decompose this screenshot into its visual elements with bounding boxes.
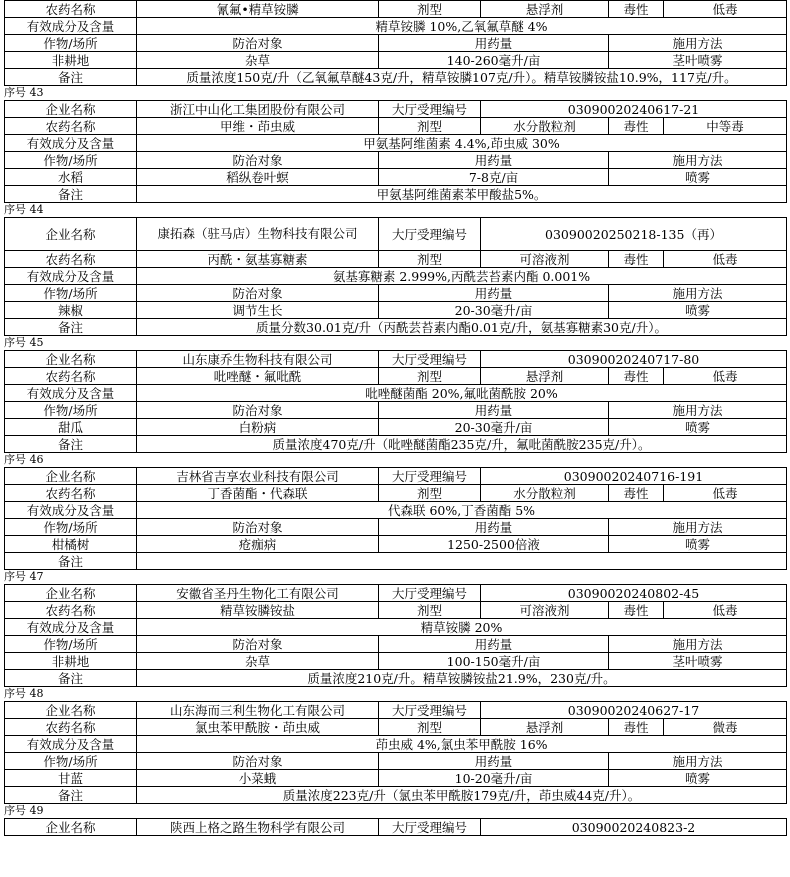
record-seq-label: 序号 48 (4, 687, 44, 700)
dosage-header: 用药量 (379, 402, 609, 419)
target-value: 稻纵卷叶螟 (137, 169, 379, 186)
method-header: 施用方法 (609, 402, 787, 419)
dosage-header: 用药量 (379, 152, 609, 169)
form-label: 剂型 (379, 719, 481, 736)
method-value: 喷雾 (609, 169, 787, 186)
pesticide-name: 氰氟•精草铵膦 (137, 1, 379, 18)
company-name: 陕西上格之路生物科学有限公司 (137, 819, 379, 836)
form-label: 剂型 (379, 118, 481, 135)
note-label: 备注 (5, 553, 137, 570)
active-ingredient-label: 有效成分及含量 (5, 736, 137, 753)
hall-no-label: 大厅受理编号 (379, 101, 481, 118)
record-seq-label: 序号 47 (4, 570, 44, 583)
record-seq-label: 序号 43 (4, 86, 44, 99)
form-label: 剂型 (379, 602, 481, 619)
form-value: 水分散粒剂 (481, 118, 609, 135)
pesticide-name: 氯虫苯甲酰胺・茚虫威 (137, 719, 379, 736)
hall-no-value: 03090020240627-17 (481, 702, 787, 719)
toxicity-value: 低毒 (664, 1, 787, 18)
form-value: 悬浮剂 (481, 719, 609, 736)
toxicity-label: 毒性 (609, 485, 664, 502)
dosage-header: 用药量 (379, 285, 609, 302)
target-value: 杂草 (137, 52, 379, 69)
hall-no-value: 03090020240823-2 (481, 819, 787, 836)
note-value: 质量浓度470克/升（吡唑醚菌酯235克/升，氟吡菌酰胺235克/升）。 (137, 436, 787, 453)
company-label: 企业名称 (5, 702, 137, 719)
company-name: 浙江中山化工集团股份有限公司 (137, 101, 379, 118)
company-name: 康拓森（驻马店）生物科技有限公司 (137, 218, 379, 251)
active-ingredient-value: 精草铵膦 10%,乙氧氟草醚 4% (137, 18, 787, 35)
pesticide-label: 农药名称 (5, 719, 137, 736)
hall-no-label: 大厅受理编号 (379, 819, 481, 836)
method-header: 施用方法 (609, 636, 787, 653)
record-table (4, 217, 787, 336)
active-ingredient-label: 有效成分及含量 (5, 135, 137, 152)
hall-no-label: 大厅受理编号 (379, 218, 481, 251)
toxicity-value: 低毒 (664, 485, 787, 502)
record-seq-label: 序号 44 (4, 203, 44, 216)
active-ingredient-label: 有效成分及含量 (5, 385, 137, 402)
active-ingredient-value: 氨基寡糖素 2.999%,丙酰芸苔素内酯 0.001% (137, 268, 787, 285)
crop-value: 辣椒 (5, 302, 137, 319)
pesticide-name: 丙酰・氨基寡糖素 (137, 251, 379, 268)
active-ingredient-label: 有效成分及含量 (5, 619, 137, 636)
target-value: 小菜蛾 (137, 770, 379, 787)
note-value: 质量浓度223克/升（氯虫苯甲酰胺179克/升，茚虫威44克/升）。 (137, 787, 787, 804)
active-ingredient-value: 甲氨基阿维菌素 4.4%,茚虫威 30% (137, 135, 787, 152)
form-value: 悬浮剂 (481, 1, 609, 18)
toxicity-value: 中等毒 (664, 118, 787, 135)
target-header: 防治对象 (137, 35, 379, 52)
method-header: 施用方法 (609, 152, 787, 169)
crop-header: 作物/场所 (5, 636, 137, 653)
record-table (4, 467, 787, 570)
dosage-value: 7-8克/亩 (379, 169, 609, 186)
record-table (4, 701, 787, 804)
target-header: 防治对象 (137, 753, 379, 770)
method-value: 喷雾 (609, 419, 787, 436)
crop-value: 非耕地 (5, 52, 137, 69)
company-label: 企业名称 (5, 468, 137, 485)
toxicity-label: 毒性 (609, 118, 664, 135)
note-label: 备注 (5, 670, 137, 687)
hall-no-value: 03090020240617-21 (481, 101, 787, 118)
note-value: 甲氨基阿维菌素苯甲酸盐5%。 (137, 186, 787, 203)
hall-no-label: 大厅受理编号 (379, 585, 481, 602)
active-ingredient-label: 有效成分及含量 (5, 18, 137, 35)
dosage-header: 用药量 (379, 35, 609, 52)
crop-value: 水稻 (5, 169, 137, 186)
target-header: 防治对象 (137, 402, 379, 419)
form-label: 剂型 (379, 485, 481, 502)
company-label: 企业名称 (5, 819, 137, 836)
note-value (137, 553, 787, 570)
crop-header: 作物/场所 (5, 519, 137, 536)
pesticide-name: 吡唑醚・氟吡酰 (137, 368, 379, 385)
crop-header: 作物/场所 (5, 285, 137, 302)
record-table (4, 350, 787, 453)
pesticide-label: 农药名称 (5, 368, 137, 385)
company-label: 企业名称 (5, 585, 137, 602)
method-value: 喷雾 (609, 536, 787, 553)
note-label: 备注 (5, 787, 137, 804)
dosage-header: 用药量 (379, 753, 609, 770)
form-label: 剂型 (379, 251, 481, 268)
record-table (4, 100, 787, 203)
target-value: 白粉病 (137, 419, 379, 436)
active-ingredient-value: 吡唑醚菌酯 20%,氟吡菌酰胺 20% (137, 385, 787, 402)
crop-value: 非耕地 (5, 653, 137, 670)
active-ingredient-value: 代森联 60%,丁香菌酯 5% (137, 502, 787, 519)
method-value: 喷雾 (609, 302, 787, 319)
toxicity-value: 低毒 (664, 368, 787, 385)
toxicity-label: 毒性 (609, 251, 664, 268)
note-label: 备注 (5, 69, 137, 86)
pesticide-label: 农药名称 (5, 1, 137, 18)
record-seq-label: 序号 46 (4, 453, 44, 466)
record-seq-label: 序号 49 (4, 804, 44, 817)
record-table (4, 584, 787, 687)
pesticide-name: 精草铵膦铵盐 (137, 602, 379, 619)
pesticide-label: 农药名称 (5, 602, 137, 619)
toxicity-value: 微毒 (664, 719, 787, 736)
company-name: 山东海而三利生物化工有限公司 (137, 702, 379, 719)
active-ingredient-value: 精草铵膦 20% (137, 619, 787, 636)
target-value: 杂草 (137, 653, 379, 670)
note-label: 备注 (5, 436, 137, 453)
toxicity-value: 低毒 (664, 602, 787, 619)
active-ingredient-label: 有效成分及含量 (5, 502, 137, 519)
record-seq-label: 序号 45 (4, 336, 44, 349)
target-header: 防治对象 (137, 636, 379, 653)
method-header: 施用方法 (609, 753, 787, 770)
active-ingredient-value: 茚虫威 4%,氯虫苯甲酰胺 16% (137, 736, 787, 753)
pesticide-label: 农药名称 (5, 118, 137, 135)
target-header: 防治对象 (137, 152, 379, 169)
method-value: 茎叶喷雾 (609, 52, 787, 69)
crop-header: 作物/场所 (5, 402, 137, 419)
dosage-header: 用药量 (379, 519, 609, 536)
crop-header: 作物/场所 (5, 35, 137, 52)
toxicity-label: 毒性 (609, 368, 664, 385)
hall-no-value: 03090020240716-191 (481, 468, 787, 485)
crop-header: 作物/场所 (5, 753, 137, 770)
dosage-header: 用药量 (379, 636, 609, 653)
target-value: 疮痂病 (137, 536, 379, 553)
method-value: 喷雾 (609, 770, 787, 787)
toxicity-label: 毒性 (609, 602, 664, 619)
dosage-value: 20-30毫升/亩 (379, 419, 609, 436)
method-header: 施用方法 (609, 35, 787, 52)
method-value: 茎叶喷雾 (609, 653, 787, 670)
pesticide-label: 农药名称 (5, 251, 137, 268)
form-label: 剂型 (379, 368, 481, 385)
hall-no-value: 03090020240717-80 (481, 351, 787, 368)
target-header: 防治对象 (137, 285, 379, 302)
hall-no-value: 03090020240802-45 (481, 585, 787, 602)
company-name: 吉林省吉享农业科技有限公司 (137, 468, 379, 485)
crop-value: 柑橘树 (5, 536, 137, 553)
hall-no-label: 大厅受理编号 (379, 702, 481, 719)
record-table (4, 0, 787, 86)
hall-no-label: 大厅受理编号 (379, 351, 481, 368)
crop-value: 甜瓜 (5, 419, 137, 436)
form-value: 悬浮剂 (481, 368, 609, 385)
active-ingredient-label: 有效成分及含量 (5, 268, 137, 285)
dosage-value: 100-150毫升/亩 (379, 653, 609, 670)
pesticide-name: 甲维・茚虫威 (137, 118, 379, 135)
crop-value: 甘蓝 (5, 770, 137, 787)
hall-no-label: 大厅受理编号 (379, 468, 481, 485)
company-label: 企业名称 (5, 101, 137, 118)
target-header: 防治对象 (137, 519, 379, 536)
record-table (4, 818, 787, 836)
dosage-value: 140-260毫升/亩 (379, 52, 609, 69)
dosage-value: 1250-2500倍液 (379, 536, 609, 553)
dosage-value: 10-20毫升/亩 (379, 770, 609, 787)
note-value: 质量浓度150克/升（乙氧氟草醚43克/升，精草铵膦107克/升）。精草铵膦铵盐10.9%，117克/升。 (137, 69, 787, 86)
pesticide-label: 农药名称 (5, 485, 137, 502)
hall-no-value: 03090020250218-135（再） (481, 218, 787, 251)
company-label: 企业名称 (5, 218, 137, 251)
method-header: 施用方法 (609, 519, 787, 536)
crop-header: 作物/场所 (5, 152, 137, 169)
company-name: 山东康乔生物科技有限公司 (137, 351, 379, 368)
note-value: 质量分数30.01克/升（丙酰芸苔素内酯0.01克/升，氨基寡糖素30克/升）。 (137, 319, 787, 336)
toxicity-label: 毒性 (609, 1, 664, 18)
form-label: 剂型 (379, 1, 481, 18)
note-label: 备注 (5, 186, 137, 203)
company-name: 安徽省圣丹生物化工有限公司 (137, 585, 379, 602)
form-value: 可溶液剂 (481, 251, 609, 268)
toxicity-value: 低毒 (664, 251, 787, 268)
form-value: 可溶液剂 (481, 602, 609, 619)
target-value: 调节生长 (137, 302, 379, 319)
form-value: 水分散粒剂 (481, 485, 609, 502)
company-label: 企业名称 (5, 351, 137, 368)
note-label: 备注 (5, 319, 137, 336)
note-value: 质量浓度210克/升。精草铵膦铵盐21.9%，230克/升。 (137, 670, 787, 687)
dosage-value: 20-30毫升/亩 (379, 302, 609, 319)
method-header: 施用方法 (609, 285, 787, 302)
toxicity-label: 毒性 (609, 719, 664, 736)
pesticide-name: 丁香菌酯・代森联 (137, 485, 379, 502)
